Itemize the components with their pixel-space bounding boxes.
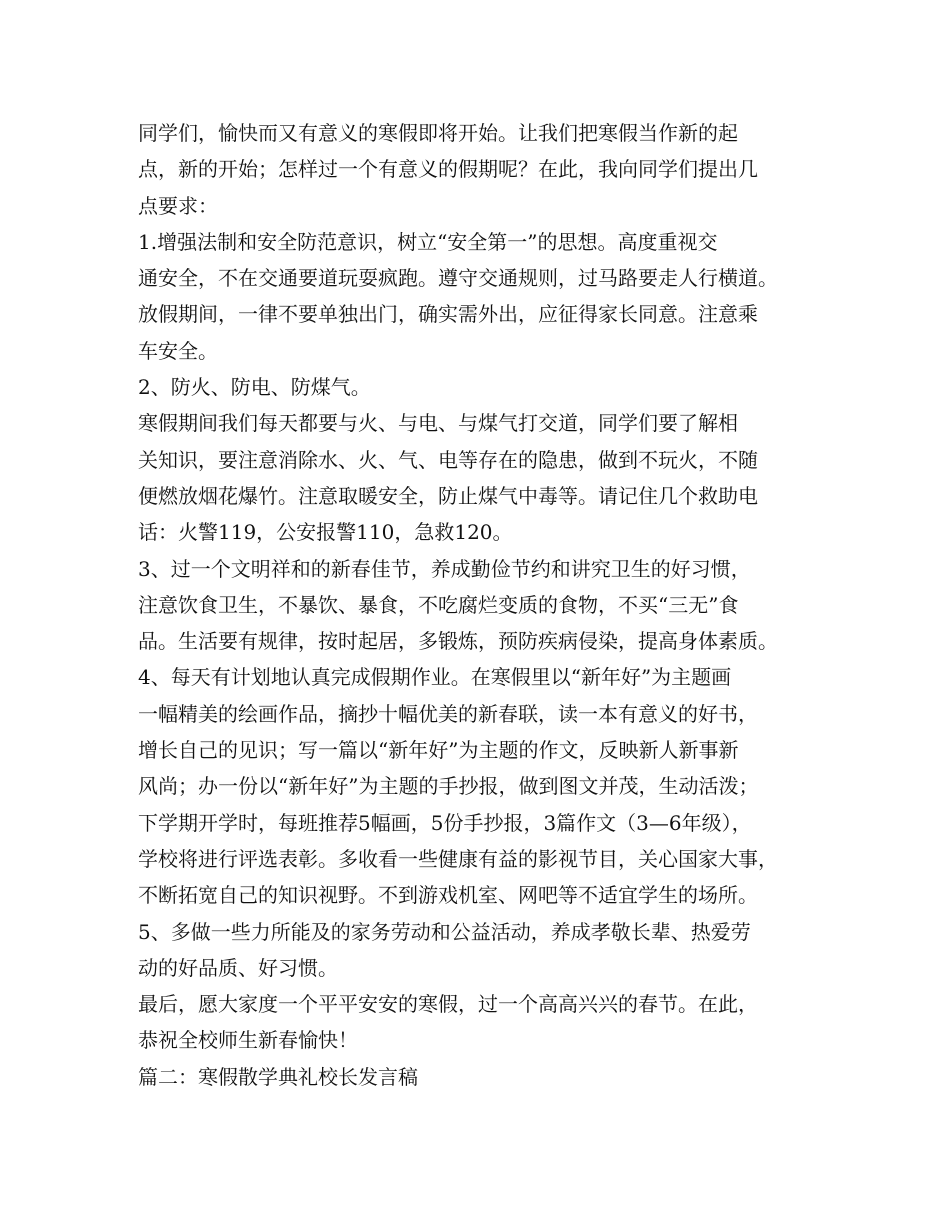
text-line: 下学期开学时，每班推荐5幅画，5份手抄报，3篇作文（3—6年级）， — [138, 810, 752, 835]
text-line: 最后，愿大家度一个平平安安的寒假，过一个高高兴兴的春节。在此， — [138, 992, 758, 1017]
text-line: 动的好品质、好习惯。 — [138, 955, 338, 980]
text-line: 3、过一个文明祥和的新春佳节，养成勤俭节约和讲究卫生的好习惯， — [138, 556, 751, 581]
text-line: 一幅精美的绘画作品，摘抄十幅优美的新春联，读一本有意义的好书， — [138, 701, 758, 726]
text-line: 4、每天有计划地认真完成假期作业。在寒假里以“新年好”为主题画 — [138, 665, 732, 690]
text-line: 注意饮食卫生，不暴饮、暴食，不吃腐烂变质的食物，不买“三无”食 — [138, 592, 739, 617]
text-line: 点要求： — [138, 193, 218, 218]
text-line: 寒假期间我们每天都要与火、与电、与煤气打交道，同学们要了解相 — [138, 411, 738, 436]
text-line: 关知识，要注意消除水、火、气、电等存在的隐患，做到不玩火，不随 — [138, 447, 758, 472]
text-line: 点，新的开始；怎样过一个有意义的假期呢？在此，我向同学们提出几 — [138, 157, 758, 182]
text-line: 便燃放烟花爆竹。注意取暖安全，防止煤气中毒等。请记住几个救助电 — [138, 483, 758, 508]
text-line: 不断拓宽自己的知识视野。不到游戏机室、网吧等不适宜学生的场所。 — [138, 883, 758, 908]
document-body — [138, 115, 838, 1095]
text-line: 品。生活要有规律，按时起居，多锻炼，预防疾病侵染，提高身体素质。 — [138, 629, 778, 654]
text-line: 1.增强法制和安全防范意识，树立“安全第一”的思想。高度重视交 — [138, 229, 718, 254]
text-line: 话：火警119，公安报警110，急救120。 — [138, 520, 513, 545]
text-line: 恭祝全校师生新春愉快！ — [138, 1028, 358, 1053]
text-line: 通安全，不在交通要道玩耍疯跑。遵守交通规则，过马路要走人行横道。 — [138, 266, 778, 291]
text-line: 5、多做一些力所能及的家务劳动和公益活动，养成孝敬长辈、热爱劳 — [138, 919, 751, 944]
text-line: 学校将进行评选表彰。多收看一些健康有益的影视节目，关心国家大事， — [138, 846, 778, 871]
section-heading: 篇二：寒假散学典礼校长发言稿 — [138, 1064, 418, 1089]
text-line: 增长自己的见识；写一篇以“新年好”为主题的作文，反映新人新事新 — [138, 738, 739, 763]
text-line: 放假期间，一律不要单独出门，确实需外出，应征得家长同意。注意乘 — [138, 302, 758, 327]
text-line: 车安全。 — [138, 338, 218, 363]
text-line: 风尚；办一份以“新年好”为主题的手抄报，做到图文并茂，生动活泼； — [138, 774, 759, 799]
text-line: 同学们，愉快而又有意义的寒假即将开始。让我们把寒假当作新的起 — [138, 121, 738, 145]
text-line: 2、防火、防电、防煤气。 — [138, 375, 371, 400]
